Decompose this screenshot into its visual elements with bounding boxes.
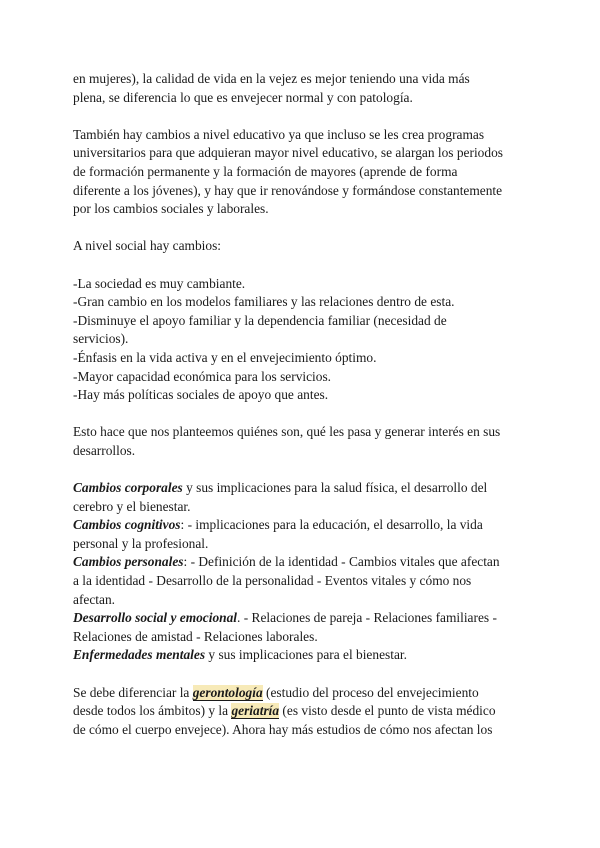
topic-term-body-changes: Cambios corporales	[73, 480, 183, 496]
topic-line	[73, 479, 530, 498]
text-segment: (es visto desde el punto de vista médico	[279, 703, 496, 719]
text-segment: desde todos los ámbitos) y la	[73, 703, 232, 719]
topic-term-mental-illness: Enfermedades mentales	[73, 647, 206, 663]
topic-term-social-emotional: Desarrollo social y emocional	[73, 610, 238, 626]
text-line: diferente a los jóvenes), y hay que ir renovándose y formándose constantemente	[73, 182, 503, 198]
highlight-geriatrics: geriatría	[231, 703, 280, 719]
topic-line	[73, 609, 530, 628]
list-item: -Énfasis en la vida activa y en el envejecimiento óptimo.	[73, 349, 377, 365]
list-item: -Gran cambio en los modelos familiares y las relaciones dentro de esta.	[73, 294, 455, 310]
topic-line: a la identidad - Desarrollo de la personalidad - Eventos vitales y cómo nos	[73, 573, 472, 589]
list-item: -Hay más políticas sociales de apoyo que antes.	[73, 387, 329, 403]
text-line: de cómo el cuerpo envejece). Ahora hay más estudios de cómo nos afectan los	[73, 721, 493, 737]
topic-term-cognitive-changes: Cambios cognitivos	[73, 517, 181, 533]
text-line: A nivel social hay cambios:	[73, 238, 222, 254]
list-item: -La sociedad es muy cambiante.	[73, 275, 246, 291]
topic-text: . - Relaciones de pareja - Relaciones familiares -	[237, 610, 497, 626]
topic-line: Relaciones de amistad - Relaciones laborales.	[73, 628, 318, 644]
topic-line	[73, 553, 530, 572]
text-segment: Se debe diferenciar la	[73, 684, 193, 700]
text-line: Esto hace que nos planteemos quiénes son, qué les pasa y generar interés en sus	[73, 424, 501, 440]
text-line: por los cambios sociales y laborales.	[73, 201, 269, 217]
paragraph-social-intro	[73, 237, 530, 256]
paragraph-interest	[73, 423, 530, 460]
topic-text: y sus implicaciones para la salud física, el desarrollo del	[182, 480, 488, 496]
text-line: en mujeres), la calidad de vida en la vejez es mejor teniendo una vida más	[73, 71, 470, 86]
topic-line: cerebro y el bienestar.	[73, 498, 191, 514]
list-item: servicios).	[73, 331, 129, 347]
topic-text: : - Definición de la identidad - Cambios vitales que afectan	[183, 554, 500, 570]
text-line: desarrollos.	[73, 442, 136, 458]
topic-line	[73, 516, 530, 535]
paragraph-gerontology-geriatrics	[73, 684, 530, 740]
text-line	[73, 702, 530, 721]
topic-term-personal-changes: Cambios personales	[73, 554, 184, 570]
highlight-gerontology: gerontología	[192, 684, 263, 700]
topic-line: afectan.	[73, 591, 115, 607]
social-changes-list	[73, 275, 530, 405]
paragraph-educational-changes	[73, 126, 530, 219]
topic-text: : - implicaciones para la educación, el desarrollo, la vida	[180, 517, 483, 533]
text-line: de formación permanente y la formación de mayores (aprende de forma	[73, 163, 458, 179]
topic-line: personal y la profesional.	[73, 535, 209, 551]
topic-text: y sus implicaciones para el bienestar.	[205, 647, 407, 663]
list-item: -Disminuye el apoyo familiar y la dependencia familiar (necesidad de	[73, 312, 447, 328]
development-topics	[73, 479, 530, 665]
paragraph-quality-of-life	[73, 70, 530, 107]
list-item: -Mayor capacidad económica para los servicios.	[73, 368, 332, 384]
text-line	[73, 684, 530, 703]
topic-line	[73, 646, 530, 665]
text-line: plena, se diferencia lo que es envejecer normal y con patología.	[73, 89, 413, 105]
text-segment: (estudio del proceso del envejecimiento	[262, 684, 479, 700]
text-line: universitarios para que adquieran mayor nivel educativo, se alargan los periodos	[73, 145, 503, 161]
text-line: También hay cambios a nivel educativo ya que incluso se les crea programas	[73, 126, 485, 142]
